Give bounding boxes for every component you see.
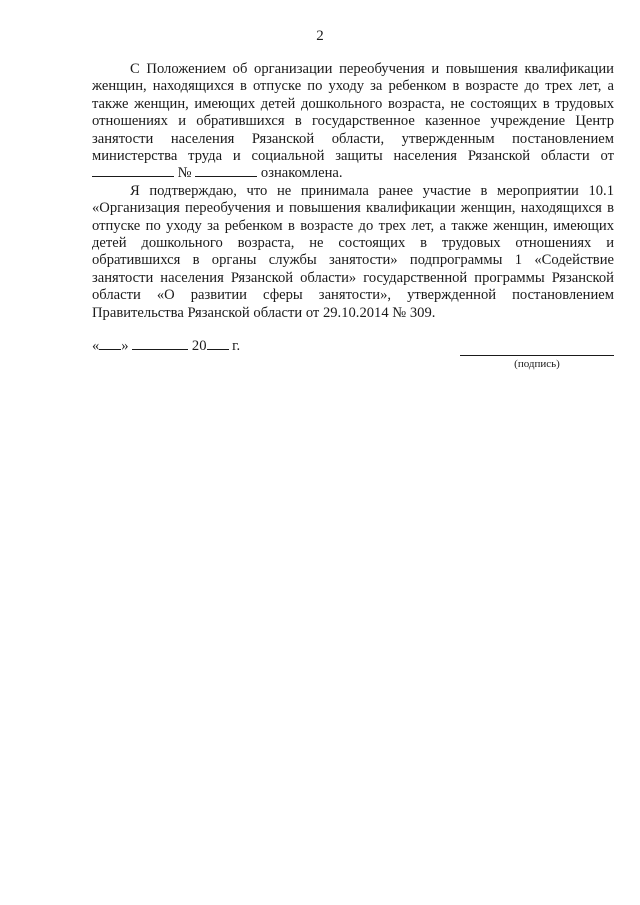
year-suffix: г. xyxy=(232,338,241,354)
close-quote: » xyxy=(121,338,129,354)
confirmation-paragraph: Я подтверждаю, что не принимала ранее участие в мероприятии 10.1 «Организация переобучения и повышения квалификации женщин, находящихся в отпуске по уходу за ребенком в возрасте до трех лет, а также женщин, имеющих детей дошкольного возраста, не состоящих в трудовых отношениях и обратившихся в органы службы занятости» подпрограммы 1 «Содействие занятости населения Рязанской области» государственной программы Рязанской области «О развитии сферы занятости», утвержденной постановлением Правительства Рязанской области от 29.10.2014 № 309. xyxy=(92,182,614,321)
decree-number-blank[interactable] xyxy=(195,165,257,177)
document-body xyxy=(92,61,614,322)
date-line xyxy=(92,338,240,355)
acknowledgement-paragraph xyxy=(92,61,614,183)
page-number: 2 xyxy=(316,28,324,44)
acknowledgement-text: С Положением об организации переобучения и повышения квалификации женщин, находящихся в отпуске по уходу за ребенком в возрасте до трех лет, а также женщин, имеющих детей дошкольного возраста, не состоящих в трудовых отношениях и обратившихся в государственное казенное учреждение Центр занятости населения Рязанской области, утвержденным постановлением министерства труда и социальной защиты населения Рязанской области от xyxy=(92,61,614,165)
open-quote: « xyxy=(92,338,100,354)
year-prefix: 20 xyxy=(191,338,207,354)
day-blank[interactable] xyxy=(99,338,121,350)
acknowledged-text: ознакомлена. xyxy=(260,165,343,182)
month-blank[interactable] xyxy=(132,338,188,350)
number-sign: № xyxy=(177,165,192,182)
decree-date-blank[interactable] xyxy=(92,165,174,177)
signature-line[interactable] xyxy=(460,355,614,356)
year-blank[interactable] xyxy=(207,338,229,350)
signature-label: (подпись) xyxy=(514,358,560,370)
